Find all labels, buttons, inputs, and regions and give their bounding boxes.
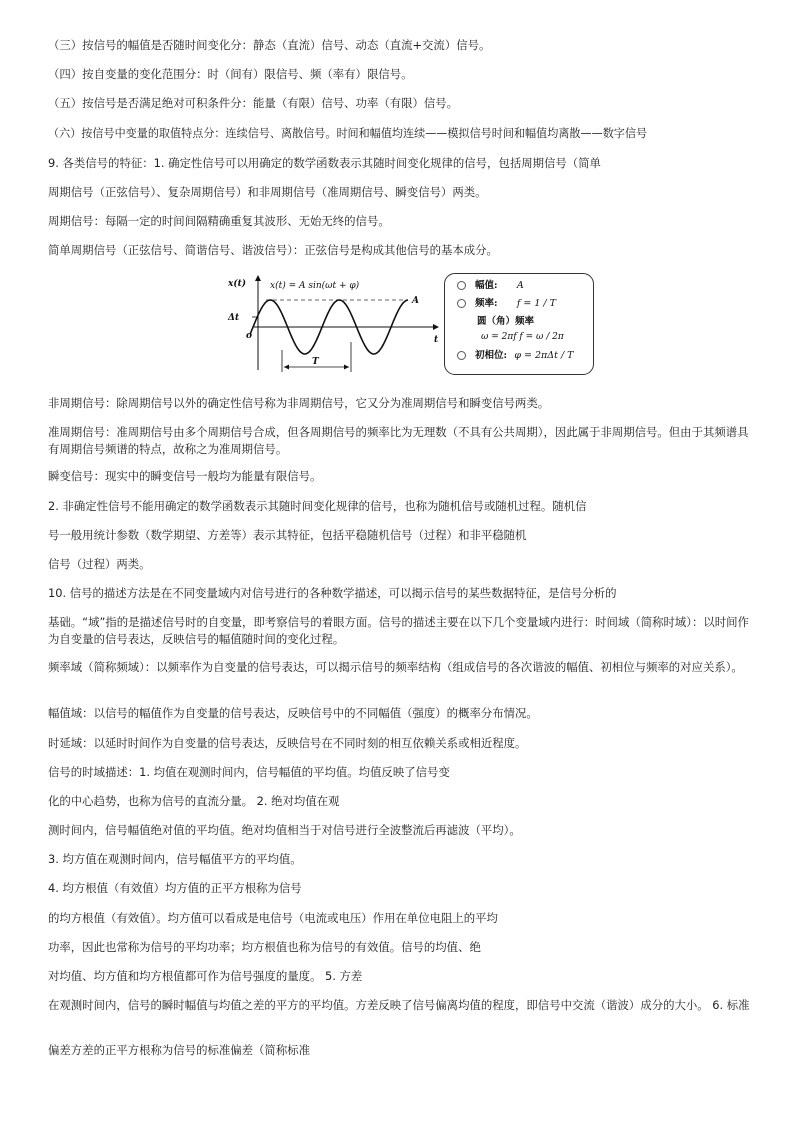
text-line-15: 10. 信号的描述方法是在不同变量域内对信号进行的各种数学描述，可以揭示信号的某些数据特征，是信号分析的 bbox=[48, 586, 617, 600]
text-line-8: 简单周期信号（正弦信号、简谐信号、谐波信号）：正弦信号是构成其他信号的基本成分。 bbox=[48, 243, 498, 257]
bullet-circle-icon bbox=[457, 351, 466, 360]
text-line-11: 瞬变信号：现实中的瞬变信号一般均为能量有限信号。 bbox=[48, 469, 322, 483]
amplitude-row: 幅值: A bbox=[457, 280, 524, 291]
text-line-18: 幅值域：以信号的幅值作为自变量的信号表达，反映信号中的不同幅值（强度）的概率分布情况。 bbox=[48, 706, 538, 720]
text-line-26: 功率，因此也常称为信号的平均功率；均方根值也称为信号的有效值。信号的均值、绝 bbox=[48, 940, 481, 954]
text-line-17: 频率域（简称频域）：以频率作为自变量的信号表达，可以揭示信号的频率结构（组成信号的各次谐波的幅值、初相位与频率的对应关系）。 bbox=[48, 660, 743, 674]
text-line-3: （五）按信号是否满足绝对可积条件分：能量（有限）信号、功率（有限）信号。 bbox=[48, 96, 459, 110]
x-axis-label: t bbox=[434, 335, 439, 345]
phase-row: 初相位: φ = 2πΔt / T bbox=[457, 350, 574, 361]
angular-frequency-key: 圆（角）频率 bbox=[477, 316, 535, 327]
text-line-13: 号一般用统计参数（数学期望、方差等）表示其特征，包括平稳随机信号（过程）和非平稳随机 bbox=[48, 528, 527, 542]
y-axis-label: x(t) bbox=[228, 279, 247, 289]
text-line-25: 的均方根值（有效值）。均方值可以看成是电信号（电流或电压）作用在单位电阻上的平均 bbox=[48, 911, 498, 925]
text-line-21: 化的中心趋势，也称为信号的直流分量。 2. 绝对均值在观 bbox=[48, 794, 340, 808]
bullet-circle-icon bbox=[457, 299, 466, 308]
equation-label: x(t) = A sin(ωt + φ) bbox=[270, 281, 360, 291]
shift-label: Δt bbox=[228, 313, 240, 323]
text-line-22: 测时间内，信号幅值绝对值的平均值。绝对均值相当于对信号进行全波整流后再滤波（平均）。 bbox=[48, 823, 521, 837]
origin-label: o bbox=[246, 331, 253, 341]
text-line-28: 在观测时间内，信号的瞬时幅值与均值之差的平方的平均值。方差反映了信号偏离均值的程度，即信号中交流（谐波）成分的大小。 6. 标准 bbox=[48, 998, 750, 1012]
amplitude-label: A bbox=[412, 296, 419, 306]
text-line-10: 准周期信号：准周期信号由多个周期信号合成，但各周期信号的频率比为无理数（不具有公共周期），因此属于非周期信号。但由于其频谱具有周期信号频谱的特点，故称之为准周期信号。 bbox=[48, 425, 749, 456]
text-line-1: （三）按信号的幅值是否随时间变化分：静态（直流）信号、动态（直流+交流）信号。 bbox=[48, 38, 491, 52]
period-label: T bbox=[312, 357, 319, 367]
text-line-19: 时延域：以延时时间作为自变量的信号表达，反映信号在不同时刻的相互依赖关系或相近程度。 bbox=[48, 736, 527, 750]
parameter-box bbox=[444, 273, 594, 375]
text-line-27: 对均值、均方值和均方根值都可作为信号强度的量度。 5. 方差 bbox=[48, 969, 363, 983]
text-line-12: 2. 非确定性信号不能用确定的数学函数表示其随时间变化规律的信号，也称为随机信号或随机过程。随机信 bbox=[48, 499, 587, 513]
text-line-20: 信号的时域描述：1. 均值在观测时间内，信号幅值的平均值。均值反映了信号变 bbox=[48, 765, 450, 779]
angular-frequency-val: ω = 2πf f = ω / 2π bbox=[481, 332, 564, 342]
text-line-23: 3. 均方值在观测时间内，信号幅值平方的平均值。 bbox=[48, 852, 302, 866]
text-line-24: 4. 均方根值（有效值）均方值的正平方根称为信号 bbox=[48, 881, 302, 895]
bullet-circle-icon bbox=[457, 281, 466, 290]
text-line-5: 9. 各类信号的特征：1. 确定性信号可以用确定的数学函数表示其随时间变化规律的信号，包括周期信号（简单 bbox=[48, 156, 601, 170]
text-line-16: 基础。“域”指的是描述信号时的自变量，即考察信号的着眼方面。信号的描述主要在以下几个变量域内进行：时间域（简称时域）：以时间作为自变量的信号表达，反映信号的幅值随时间的变化过程。 bbox=[48, 615, 749, 646]
text-line-6: 周期信号（正弦信号）、复杂周期信号）和非周期信号（准周期信号、瞬变信号）两类。 bbox=[48, 185, 487, 199]
text-line-14: 信号（过程）两类。 bbox=[48, 557, 151, 571]
text-line-2: （四）按自变量的变化范围分：时（间有）限信号、频（率有）限信号。 bbox=[48, 67, 413, 81]
text-line-7: 周期信号：每隔一定的时间间隔精确重复其波形、无始无终的信号。 bbox=[48, 214, 390, 228]
frequency-row: 频率: f = 1 / T bbox=[457, 298, 556, 309]
text-line-29: 偏差方差的正平方根称为信号的标准偏差（简称标准 bbox=[48, 1043, 310, 1057]
text-line-9: 非周期信号：除周期信号以外的确定性信号称为非周期信号，它又分为准周期信号和瞬变信号两类。 bbox=[48, 396, 550, 410]
text-line-4: （六）按信号中变量的取值特点分：连续信号、离散信号。时间和幅值均连续——模拟信号时间和幅值均离散——数字信号 bbox=[48, 127, 648, 140]
